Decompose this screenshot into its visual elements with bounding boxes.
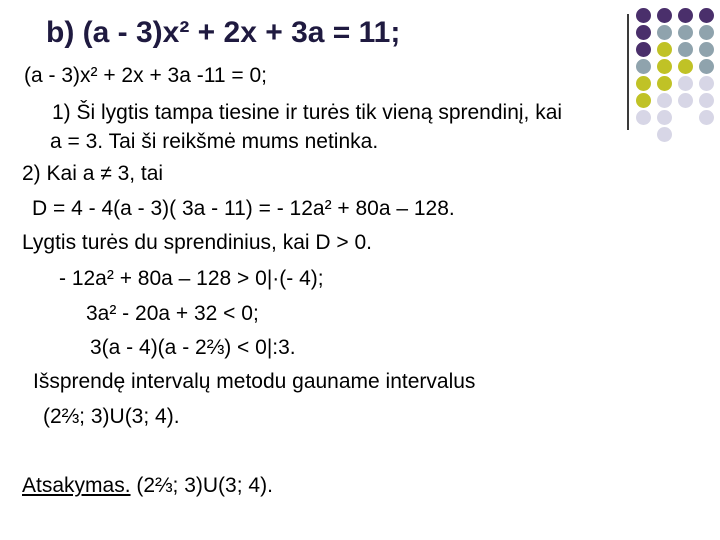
decorative-dot	[636, 93, 651, 108]
decorative-dot-grid	[636, 8, 720, 148]
decorative-dot	[699, 93, 714, 108]
decorative-dot	[678, 76, 693, 91]
decorative-dot	[657, 76, 672, 91]
decorative-dot	[699, 42, 714, 57]
decorative-dot	[657, 8, 672, 23]
decorative-dot	[636, 8, 651, 23]
decorative-dot	[699, 110, 714, 125]
inequality-line-3: 3(a - 4)(a - 2⅔) < 0|:3.	[90, 336, 296, 359]
decorative-dot	[678, 25, 693, 40]
decorative-dot	[678, 8, 693, 23]
decorative-dot	[699, 59, 714, 74]
decorative-dot	[657, 93, 672, 108]
decorative-dot	[636, 76, 651, 91]
decorative-dot	[657, 110, 672, 125]
interval-line: (2⅔; 3)U(3; 4).	[43, 405, 180, 428]
case-1-line-1: 1) Ši lygtis tampa tiesine ir turės tik vieną sprendinį, kai	[52, 101, 563, 124]
case-2-heading: 2) Kai a ≠ 3, tai	[22, 162, 164, 185]
discriminant-line: D = 4 - 4(a - 3)( 3a - 11) = - 12a² + 80a – 128.	[32, 197, 455, 220]
decorative-dot	[657, 127, 672, 142]
inequality-line-1: - 12a² + 80a – 128 > 0|·(- 4);	[59, 267, 324, 290]
decorative-dot	[699, 25, 714, 40]
decorative-dot	[657, 59, 672, 74]
decorative-divider	[627, 14, 629, 130]
method-line: Išsprendę intervalų metodu gauname intervalus	[33, 370, 476, 393]
inequality-line-2: 3a² - 20a + 32 < 0;	[86, 302, 259, 325]
decorative-dot	[699, 8, 714, 23]
decorative-dot	[657, 42, 672, 57]
decorative-dot	[636, 42, 651, 57]
decorative-dot	[678, 93, 693, 108]
answer-label: Atsakymas.	[22, 474, 131, 497]
slide-title: b) (a - 3)x² + 2x + 3a = 11;	[46, 16, 401, 49]
condition-line: Lygtis turės du sprendinius, kai D > 0.	[22, 231, 372, 254]
decorative-dot	[636, 59, 651, 74]
decorative-dot	[678, 59, 693, 74]
answer-line	[22, 474, 273, 498]
decorative-dot	[636, 110, 651, 125]
decorative-dot	[636, 25, 651, 40]
answer-value: (2⅔; 3)U(3; 4).	[130, 474, 273, 497]
decorative-dot	[699, 76, 714, 91]
decorative-dot	[657, 25, 672, 40]
equation-line-1: (a - 3)x² + 2x + 3a -11 = 0;	[24, 64, 267, 87]
decorative-dot	[678, 42, 693, 57]
case-1-line-2: a = 3. Tai ši reikšmė mums netinka.	[50, 130, 379, 153]
